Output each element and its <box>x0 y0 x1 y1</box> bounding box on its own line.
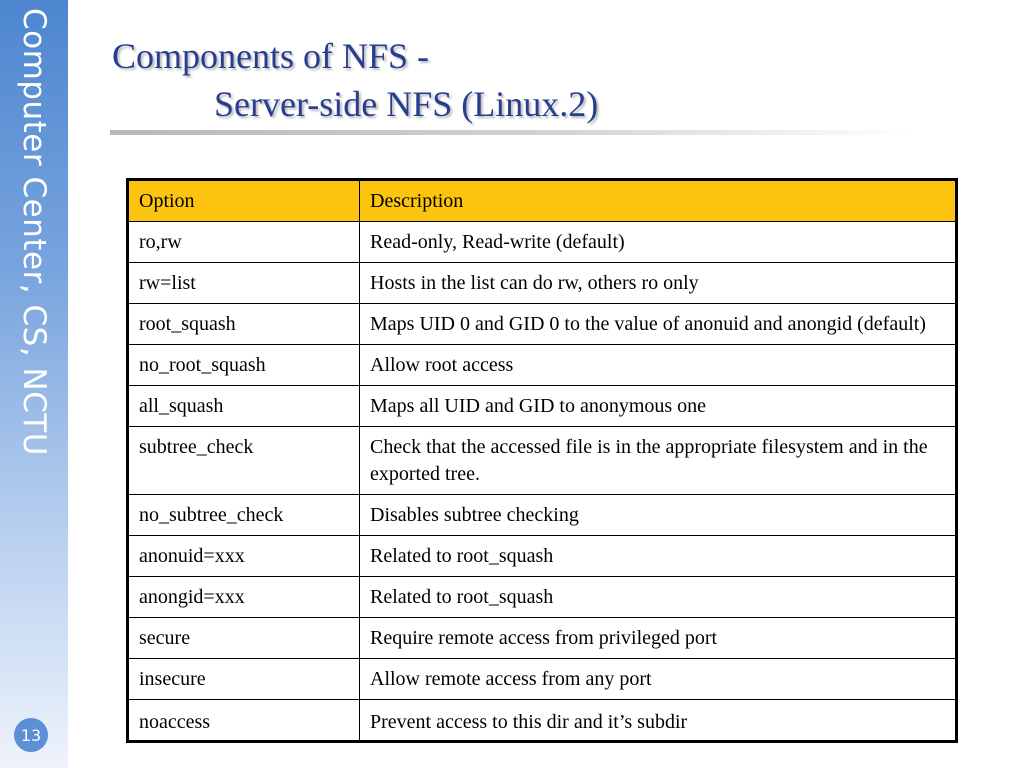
table-row <box>128 618 957 659</box>
option-cell: subtree_check <box>128 427 360 495</box>
description-cell: Check that the accessed file is in the appropriate filesystem and in the exported tree. <box>360 427 957 495</box>
table-row <box>128 536 957 577</box>
sidebar-title: Computer Center, CS, NCTU <box>16 8 52 456</box>
table-row <box>128 659 957 700</box>
table-row <box>128 263 957 304</box>
table-row <box>128 495 957 536</box>
option-cell: ro,rw <box>128 222 360 263</box>
description-cell: Require remote access from privileged port <box>360 618 957 659</box>
option-cell: no_subtree_check <box>128 495 360 536</box>
description-cell: Allow remote access from any port <box>360 659 957 700</box>
table-row <box>128 427 957 495</box>
page-number: 13 <box>14 718 48 752</box>
description-cell: Disables subtree checking <box>360 495 957 536</box>
slide-title-line1: Components of NFS - <box>112 36 430 76</box>
description-cell: Hosts in the list can do rw, others ro only <box>360 263 957 304</box>
header-option: Option <box>128 180 360 222</box>
table-row <box>128 345 957 386</box>
option-cell: anongid=xxx <box>128 577 360 618</box>
description-cell: Related to root_squash <box>360 536 957 577</box>
table-row <box>128 386 957 427</box>
option-cell: no_root_squash <box>128 345 360 386</box>
description-cell: Related to root_squash <box>360 577 957 618</box>
option-cell: rw=list <box>128 263 360 304</box>
description-cell: Maps all UID and GID to anonymous one <box>360 386 957 427</box>
option-cell: noaccess <box>128 700 360 742</box>
table-row <box>128 577 957 618</box>
slide-title <box>112 32 598 128</box>
description-cell: Read-only, Read-write (default) <box>360 222 957 263</box>
slide-title-line2: Server-side NFS (Linux.2) <box>214 84 599 124</box>
table-row <box>128 222 957 263</box>
option-cell: root_squash <box>128 304 360 345</box>
sidebar-band <box>0 0 68 768</box>
table-row <box>128 700 957 742</box>
option-cell: anonuid=xxx <box>128 536 360 577</box>
option-cell: insecure <box>128 659 360 700</box>
table-row <box>128 304 957 345</box>
option-cell: all_squash <box>128 386 360 427</box>
description-cell: Prevent access to this dir and it’s subdir <box>360 700 957 742</box>
options-table <box>126 178 958 743</box>
option-cell: secure <box>128 618 360 659</box>
header-description: Description <box>360 180 957 222</box>
title-divider <box>110 130 910 135</box>
table-header-row <box>128 180 957 222</box>
description-cell: Allow root access <box>360 345 957 386</box>
description-cell: Maps UID 0 and GID 0 to the value of anonuid and anongid (default) <box>360 304 957 345</box>
